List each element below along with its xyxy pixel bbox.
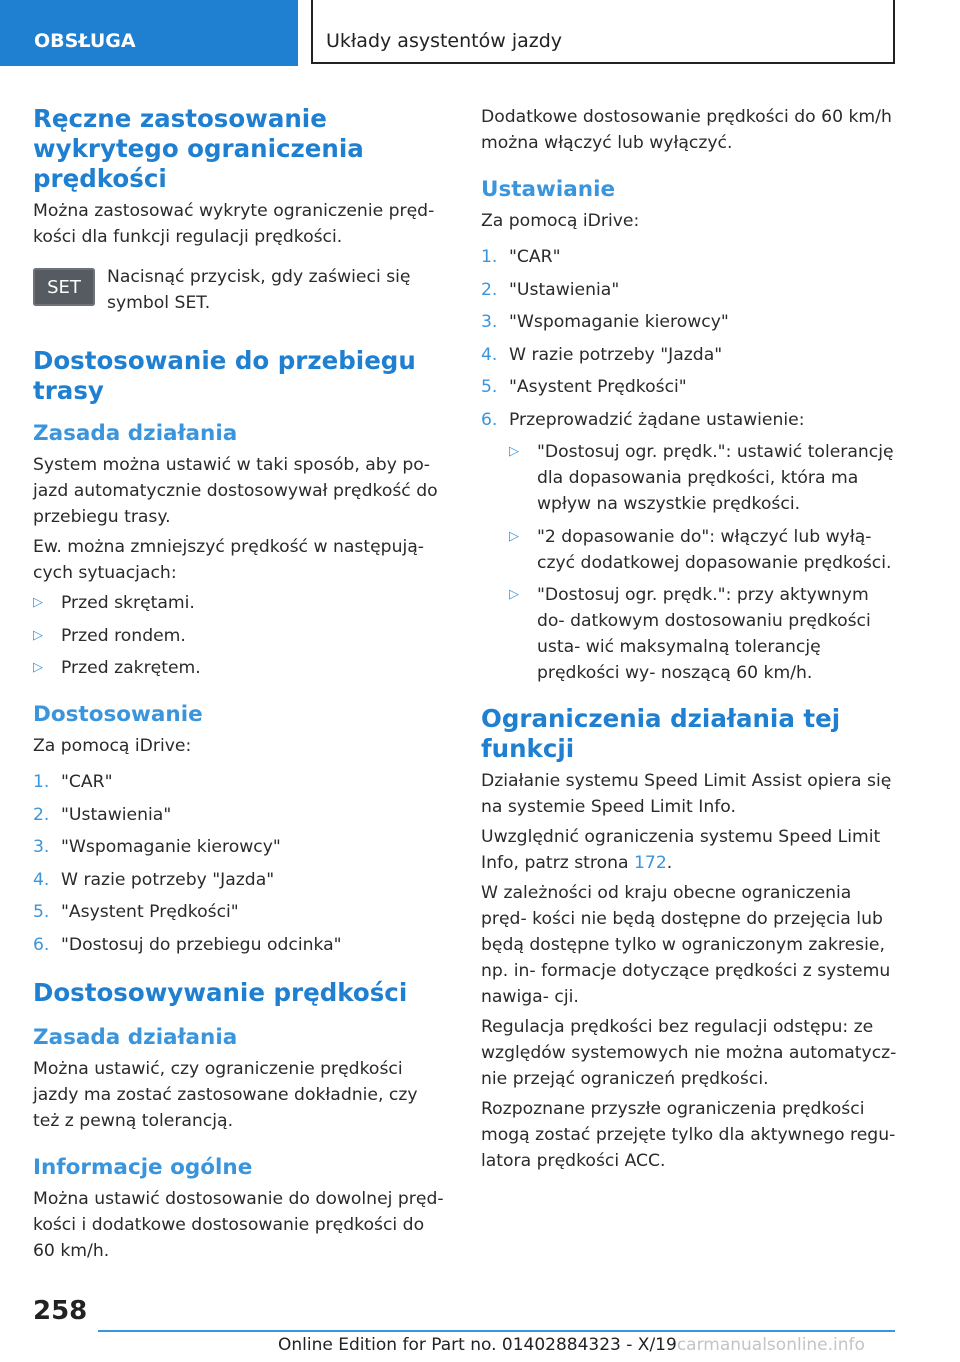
steps-list-left (33, 769, 445, 958)
paragraph-reduce: Ew. można zmniejszyć prędkość w następują‐ cych sytuacjach: (33, 537, 424, 583)
footer-edition: Online Edition for Part no. 01402884323 - X/19carmanualsonline.info (278, 1335, 865, 1355)
list-item: 1. "CAR" (33, 772, 113, 792)
list-item: ▷ Przed skrętami. (33, 590, 445, 616)
heading-speed-adjustment: Dostosowywanie prędkości (33, 977, 408, 1007)
header-section-label: OBSŁUGA (0, 0, 298, 66)
paragraph-principle-2: Można ustawić, czy ograniczenie prędkości jazdy ma zostać zastosowane dokładnie, czy też z pewną tolerancją. (33, 1058, 418, 1131)
page-reference-link[interactable]: 172 (633, 853, 667, 873)
sub-bullet-list-settings (509, 439, 897, 686)
watermark: carmanualsonline.info (676, 1335, 865, 1355)
paragraph-idrive: Za pomocą iDrive: (33, 736, 192, 756)
paragraph-general: Można ustawić dostosowanie do dowolnej pręd‐ kości i dodatkowe dostosowanie prędkości do 60 km/h. (33, 1188, 444, 1261)
list-item: 6. Przeprowadzić żądane ustawienie: (481, 409, 805, 430)
triangle-bullet-icon: ▷ (33, 627, 43, 643)
list-item: ▷ "2 dopasowanie do": włączyć lub wyłą‐ czyć dodatkowej dopasowanie prędkości. (509, 524, 897, 576)
triangle-bullet-icon: ▷ (33, 595, 43, 610)
set-button-icon (33, 268, 95, 306)
paragraph-extra-adjust: Dodatkowe dostosowanie prędkości do 60 km/h można włączyć lub wyłączyć. (481, 107, 892, 153)
set-button-text: Nacisnąć przycisk, gdy zaświeci się symbol SET. (107, 267, 411, 313)
page-number: 258 (33, 1296, 88, 1326)
list-item: 3. "Wspomaganie kierowcy" (33, 837, 281, 857)
heading-principle: Zasada działania (33, 421, 238, 446)
list-item: ▷ "Dostosuj ogr. prędk.": ustawić tolerancję dla dopasowania prędkości, która ma wpływ na wszystkie prędkości. (509, 439, 897, 517)
paragraph-limits-2: Uwzględnić ograniczenia systemu Speed Limit Info, patrz strona 172. (481, 827, 881, 873)
left-column (33, 104, 445, 1268)
page-header (0, 0, 960, 66)
triangle-bullet-icon: ▷ (509, 444, 519, 459)
paragraph-limits-3: W zależności od kraju obecne ograniczenia pręd‐ kości nie będą dostępne do przejęcia lub będą dostępne tylko w ograniczonym zakresie, np. in‐ formacje dotyczące prędkości z systemu nawiga‐ cji. (481, 883, 891, 1007)
list-item: ▷ Przed rondem. (33, 623, 445, 649)
triangle-bullet-icon: ▷ (509, 587, 519, 602)
heading-settings: Ustawianie (481, 177, 616, 202)
paragraph-manual: Można zastosować wykryte ograniczenie pręd‐ kości dla funkcji regulacji prędkości. (33, 201, 435, 247)
paragraph-idrive-right: Za pomocą iDrive: (481, 211, 640, 231)
triangle-bullet-icon: ▷ (33, 660, 43, 675)
footer-divider (98, 1330, 895, 1332)
list-item: 2. "Ustawienia" (33, 804, 172, 825)
heading-general-info: Informacje ogólne (33, 1154, 253, 1180)
list-item: 5. "Asystent Prędkości" (33, 902, 239, 922)
bullet-list-situations (33, 590, 445, 681)
set-button-label: SET (47, 276, 81, 298)
list-item: 5. "Asystent Prędkości" (481, 377, 687, 397)
triangle-bullet-icon: ▷ (509, 528, 519, 544)
header-chapter-title: Układy asystentów jazdy (311, 0, 895, 64)
steps-list-right (481, 244, 897, 433)
heading-adjustment: Dostosowanie (33, 702, 203, 727)
paragraph-limits-4: Regulacja prędkości bez regulacji odstępu: ze względów systemowych nie można automatycz‐ nie przejąć ograniczeń prędkości. (481, 1017, 897, 1089)
heading-principle-2: Zasada działania (33, 1024, 238, 1050)
list-item: ▷ Przed zakrętem. (33, 655, 445, 681)
set-button-row (33, 264, 445, 320)
list-item: 1. "CAR" (481, 247, 561, 267)
list-item: 4. W razie potrzeby "Jazda" (481, 344, 723, 365)
right-column (481, 104, 897, 1178)
list-item: ▷ "Dostosuj ogr. prędk.": przy aktywnym do‐ datkowym dostosowaniu prędkości usta‐ wić maksymalną tolerancję prędkości wy‐ noszącą 60 km/h. (509, 582, 897, 686)
paragraph-principle: System można ustawić w taki sposób, aby po‐ jazd automatycznie dostosowywał prędkość do przebiegu trasy. (33, 455, 438, 527)
list-item: 4. W razie potrzeby "Jazda" (33, 869, 275, 890)
list-item: 2. "Ustawienia" (481, 279, 620, 300)
list-item: 3. "Wspomaganie kierowcy" (481, 312, 729, 332)
paragraph-limits-1: Działanie systemu Speed Limit Assist opiera się na systemie Speed Limit Info. (481, 771, 892, 817)
list-item: 6. "Dostosuj do przebiegu odcinka" (33, 934, 342, 955)
heading-route-adjust: Dostosowanie do przebiegu trasy (33, 346, 416, 405)
heading-manual-speed-limit: Ręczne zastosowanie wykrytego ograniczenia prędkości (33, 104, 364, 193)
heading-function-limits: Ograniczenia działania tej funkcji (481, 704, 841, 763)
paragraph-limits-5: Rozpoznane przyszłe ograniczenia prędkości mogą zostać przejęte tylko dla aktywnego regu‐ latora prędkości ACC. (481, 1099, 896, 1171)
